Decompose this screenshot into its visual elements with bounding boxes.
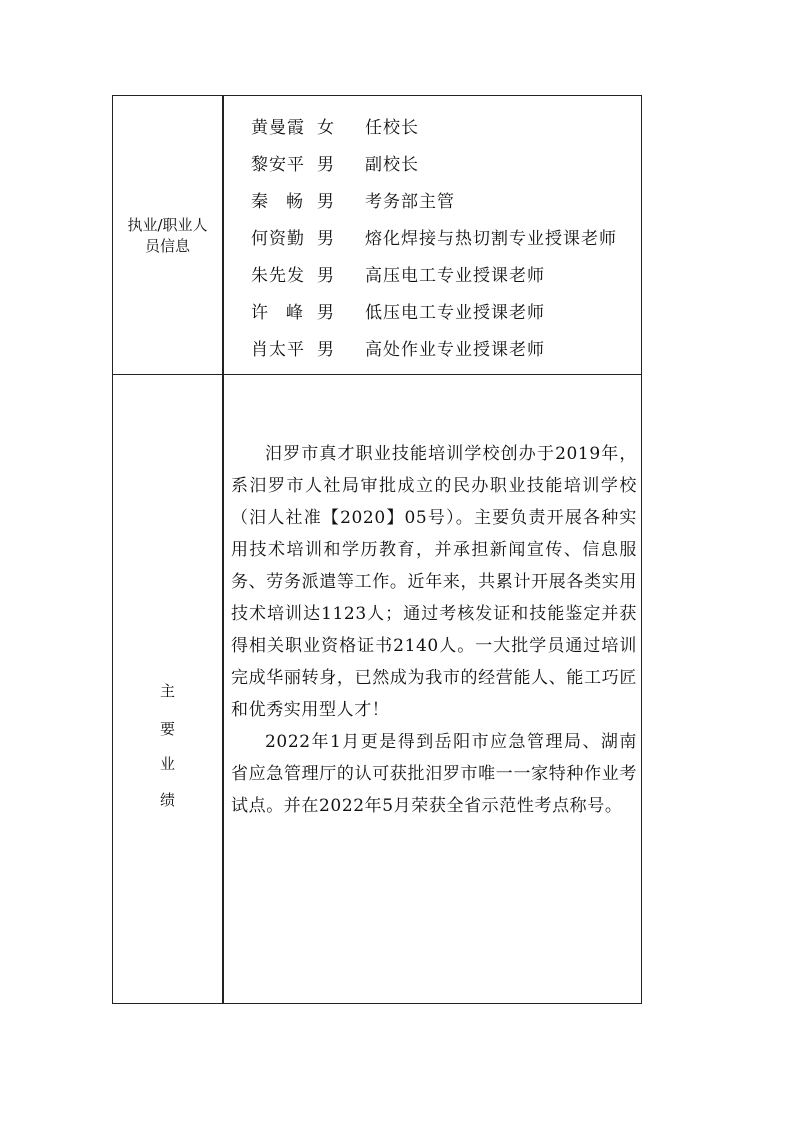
info-table	[112, 95, 642, 1004]
staff-info-row	[113, 96, 641, 375]
achievements-label-char: 主	[159, 682, 175, 700]
staff-name: 许峰	[251, 303, 321, 323]
achievements-label-char: 要	[159, 720, 175, 738]
staff-role: 高压电工专业授课老师	[365, 266, 545, 286]
staff-role: 副校长	[365, 155, 419, 175]
column-divider	[222, 96, 224, 374]
achievements-label-cell	[113, 375, 222, 1003]
achievements-label-char: 绩	[159, 791, 175, 809]
achievements-text	[231, 438, 637, 822]
staff-name: 何资勤	[251, 229, 305, 249]
achievements-paragraph: 2022年1月更是得到岳阳市应急管理局、湖南省应急管理厅的认可获批汨罗市唯一一家特种作业考试点。并在2022年5月荣获全省示范性考点称号。	[231, 732, 637, 816]
staff-info-label: 执业/职业人员信息	[127, 215, 208, 255]
staff-name: 肖太平	[251, 340, 305, 360]
staff-name: 黎安平	[251, 155, 305, 175]
achievements-label-char: 业	[159, 755, 175, 773]
staff-role: 考务部主管	[365, 192, 455, 212]
achievements-paragraph: 汨罗市真才职业技能培训学校创办于2019年，系汨罗市人社局审批成立的民办职业技能培训学校（汨人社准【2020】05号）。主要负责开展各种实用技术培训和学历教育，并承担新闻宣传、信息服务、劳务派遣等工作。近年来，共累计开展各类实用技术培训达1123人；通过考核发证和技能鉴定并获得相关职业资格证书2140人。一大批学员通过培训完成华丽转身，已然成为我市的经营能人、能工巧匠和优秀实用型人才！	[231, 444, 637, 720]
staff-info-label-cell	[113, 96, 222, 375]
staff-name: 黄曼霞	[251, 118, 305, 138]
staff-gender: 女	[317, 118, 334, 138]
staff-role: 任校长	[365, 118, 419, 138]
staff-gender: 男	[317, 155, 334, 175]
staff-gender: 男	[317, 266, 334, 286]
column-divider	[222, 375, 224, 1003]
staff-gender: 男	[317, 229, 334, 249]
staff-name: 朱先发	[251, 266, 305, 286]
staff-gender: 男	[317, 303, 334, 323]
staff-role: 熔化焊接与热切割专业授课老师	[365, 229, 617, 249]
staff-gender: 男	[317, 340, 334, 360]
staff-name: 秦畅	[251, 192, 321, 212]
staff-role: 高处作业专业授课老师	[365, 340, 545, 360]
achievements-row	[113, 375, 641, 1003]
staff-gender: 男	[317, 192, 334, 212]
staff-role: 低压电工专业授课老师	[365, 303, 545, 323]
